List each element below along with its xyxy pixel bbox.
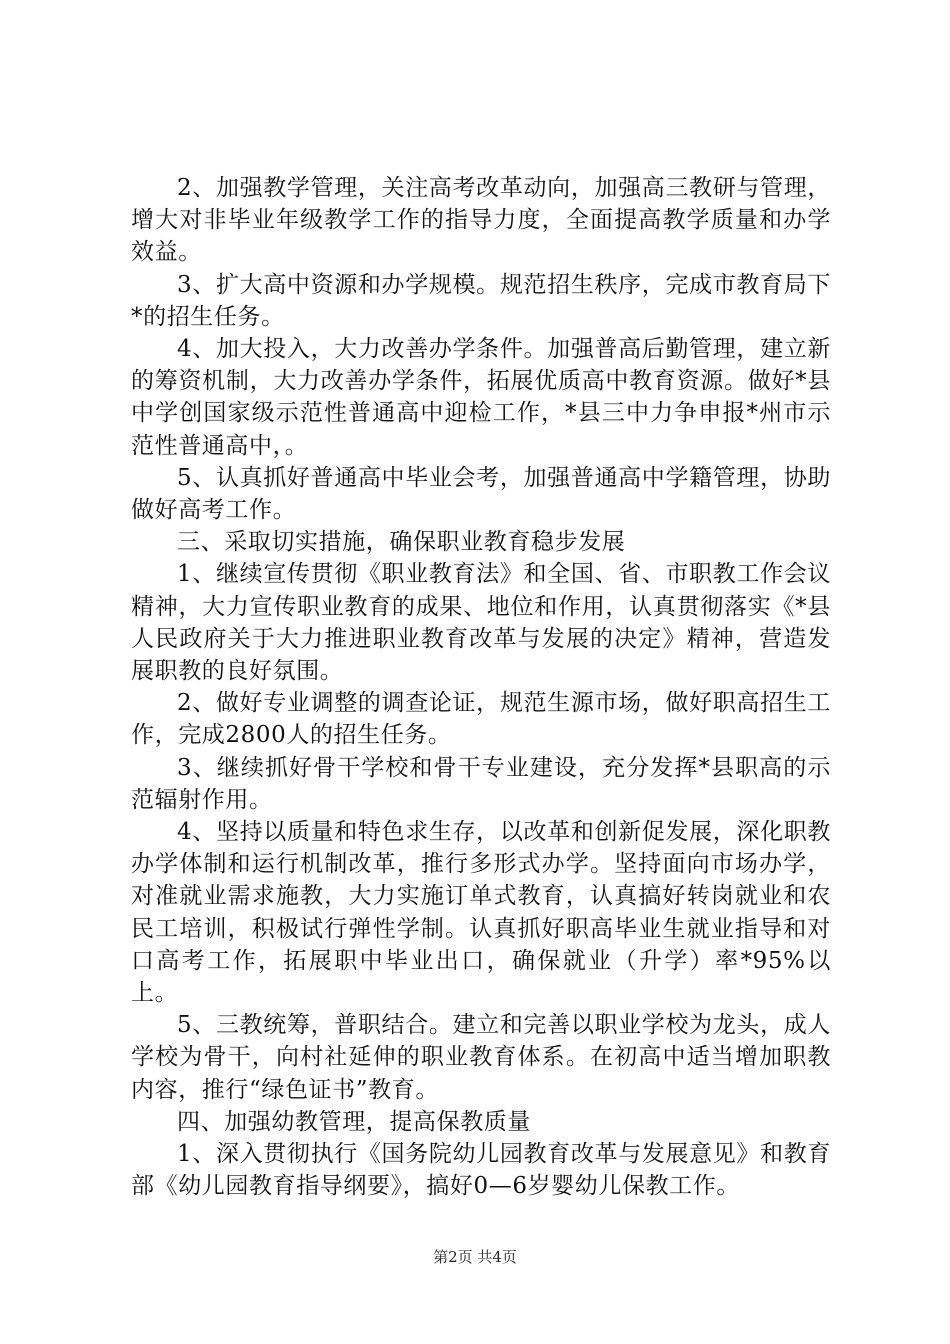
paragraph-three-education: 5、三教统筹，普职结合。建立和完善以职业学校为龙头，成人学校为骨干，向村社延伸的职业教育体系。在初高中适当增加职教内容，推行“绿色证书”教育。 [131,1012,831,1103]
page-number-footer: 第2页 共4页 [433,1248,517,1266]
section-heading-vocational: 三、采取切实措施，确保职业教育稳步发展 [177,529,626,556]
document-body [131,172,831,1203]
paragraph-quality-reform: 4、坚持以质量和特色求生存，以改革和创新促发展，深化职教办学体制和运行机制改革，推行多形式办学。坚持面向市场办学，对准就业需求施教，大力实施订单式教育，认真搞好转岗就业和农民工培训，积极试行弹性学制。认真抓好职高毕业生就业指导和对口高考工作，拓展职中毕业出口，确保就业（升学）率*95%以上。 [131,819,831,1007]
paragraph-graduation-exam: 5、认真抓好普通高中毕业会考，加强普通高中学籍管理，协助做好高考工作。 [131,464,831,524]
paragraph-strengthen-teaching: 2、加强教学管理，关注高考改革动向，加强高三教研与管理，增大对非毕业年级教学工作的指导力度，全面提高教学质量和办学效益。 [131,175,831,266]
paragraph-preschool-guidelines: 1、深入贯彻执行《国务院幼儿园教育改革与发展意见》和教育部《幼儿园教育指导纲要》，搞好0—6岁婴幼儿保教工作。 [131,1141,831,1200]
paragraph-key-schools: 3、继续抓好骨干学校和骨干专业建设，充分发挥*县职高的示范辐射作用。 [131,754,831,813]
paragraph-expand-high-school: 3、扩大高中资源和办学规模。规范招生秩序，完成市教育局下*的招生任务。 [131,271,831,330]
section-heading-preschool: 四、加强幼教管理，提高保教质量 [177,1108,531,1135]
paragraph-increase-investment: 4、加大投入，大力改善办学条件。加强普高后勤管理，建立新的筹资机制，大力改善办学条件，拓展优质高中教育资源。做好*县中学创国家级示范性普通高中迎检工作，*县三中力争申报*州市示范性普通高中，。 [131,336,831,459]
paragraph-major-adjustment: 2、做好专业调整的调查论证，规范生源市场，做好职高招生工作，完成2800人的招生任务。 [131,690,831,749]
paragraph-vocational-law: 1、继续宣传贯彻《职业教育法》和全国、省、市职教工作会议精神，大力宣传职业教育的成果、地位和作用，认真贯彻落实《*县人民政府关于大力推进职业教育改革与发展的决定》精神，营造发展职教的良好氛围。 [131,561,831,685]
